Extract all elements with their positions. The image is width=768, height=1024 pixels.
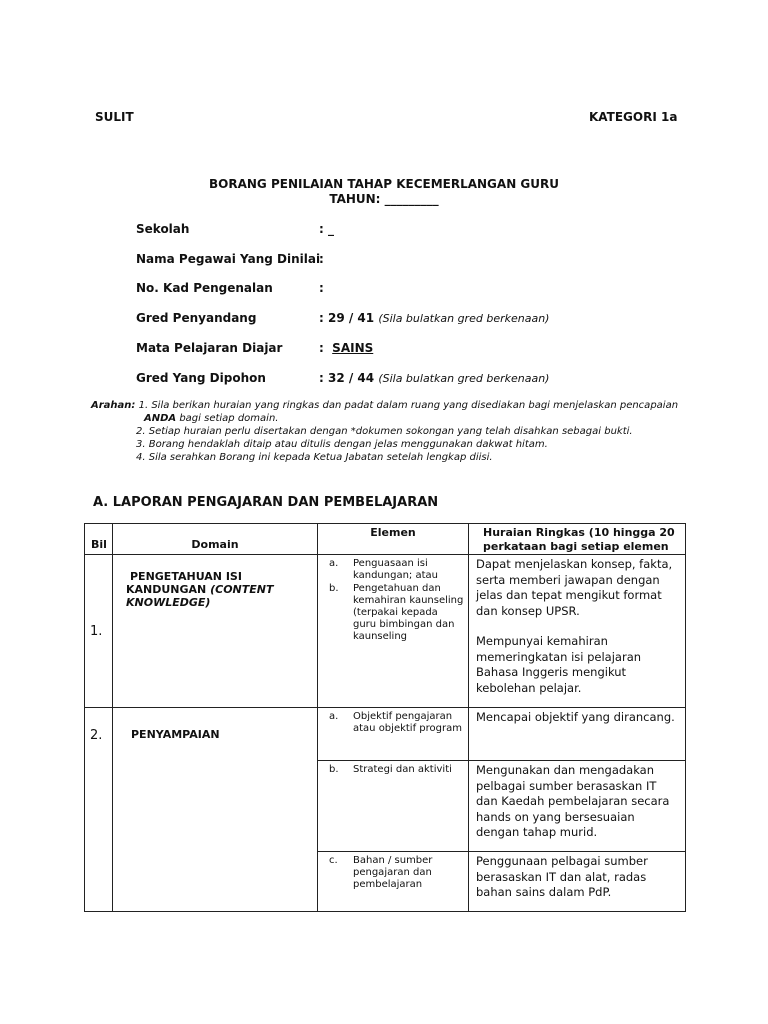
header-bil: Bil <box>85 524 113 555</box>
form-year: TAHUN: _________ <box>329 192 439 206</box>
row-huraian: Dapat menjelaskan konsep, fakta, serta memberi jawapan dengan jelas dan tepat mengikut format dan konsep UPSR. Mempunyai kemahiran memeringkatan isi pelajaran Bahasa Inggeris mengikut kebolehan pelajar. <box>469 555 686 708</box>
field-value-sekolah: : _ <box>319 222 334 236</box>
row-elemen: a. Penguasaan isi kandungan; atau b. Pengetahuan dan kemahiran kaunseling (terpakai kepada guru bimbingan dan kaunseling <box>318 555 469 708</box>
table-row <box>85 555 686 708</box>
row-domain: PENGETAHUAN ISI KANDUNGAN (CONTENT KNOWLEDGE) <box>113 555 318 708</box>
row-huraian: Mencapai objektif yang dirancang. <box>469 708 686 761</box>
field-note: (Sila bulatkan gred berkenaan) <box>378 372 550 385</box>
row-huraian: Mengunakan dan mengadakan pelbagai sumber berasaskan IT dan Kaedah pembelajaran secara hands on yang bersesuaian dengan tahap murid. <box>469 761 686 852</box>
field-label-sekolah: Sekolah <box>136 222 190 236</box>
header-huraian: Huraian Ringkas (10 hingga 20 perkataan bagi setiap elemen <box>469 524 686 555</box>
row-elemen: c. Bahan / sumber pengajaran dan pembelajaran <box>318 852 469 912</box>
field-label-nama: Nama Pegawai Yang Dinilai <box>136 252 321 266</box>
field-label-mata-pelajaran: Mata Pelajaran Diajar <box>136 341 283 355</box>
header-domain: Domain <box>113 524 318 555</box>
header-left: SULIT <box>95 110 134 124</box>
field-note: (Sila bulatkan gred berkenaan) <box>378 312 550 325</box>
section-title: A. LAPORAN PENGAJARAN DAN PEMBELAJARAN <box>93 495 439 510</box>
field-value-kad: : <box>319 281 324 295</box>
header-elemen: Elemen <box>318 524 469 555</box>
assessment-table <box>84 523 686 912</box>
row-number: 2. <box>85 708 113 912</box>
row-elemen: a. Objektif pengajaran atau objektif program <box>318 708 469 761</box>
table-header-row <box>85 524 686 555</box>
header-right: KATEGORI 1a <box>589 110 678 124</box>
field-value-gred-dipohon: : 32 / 44 (Sila bulatkan gred berkenaan) <box>319 371 550 385</box>
table-row <box>85 708 686 761</box>
row-elemen: b. Strategi dan aktiviti <box>318 761 469 852</box>
row-huraian: Penggunaan pelbagai sumber berasaskan IT dan alat, radas bahan sains dalam PdP. <box>469 852 686 912</box>
row-number: 1. <box>85 555 113 708</box>
arahan-block: Arahan: 1. Sila berikan huraian yang ringkas dan padat dalam ruang yang disediakan bagi menjelaskan pencapaian ANDA bagi setiap domain. 2. Setiap huraian perlu disertakan dengan *dokumen sokongan yang telah disahkan sebagai bukti. 3. Borang hendaklah ditaip atau ditulis dengan jelas menggunakan dakwat hitam. 4. Sila serahkan Borang ini kepada Ketua Jabatan setelah lengkap diisi. <box>91 400 679 463</box>
form-title: BORANG PENILAIAN TAHAP KECEMERLANGAN GURU <box>209 177 559 191</box>
arahan-label: Arahan: <box>91 400 136 411</box>
field-value-gred-penyandang: : 29 / 41 (Sila bulatkan gred berkenaan) <box>319 311 550 325</box>
field-value-nama: : <box>319 252 324 266</box>
field-label-gred-penyandang: Gred Penyandang <box>136 311 257 325</box>
field-label-kad: No. Kad Pengenalan <box>136 281 273 295</box>
field-label-gred-dipohon: Gred Yang Dipohon <box>136 371 266 385</box>
row-domain: PENYAMPAIAN <box>113 708 318 912</box>
field-value-mata-pelajaran: : SAINS <box>319 341 374 355</box>
